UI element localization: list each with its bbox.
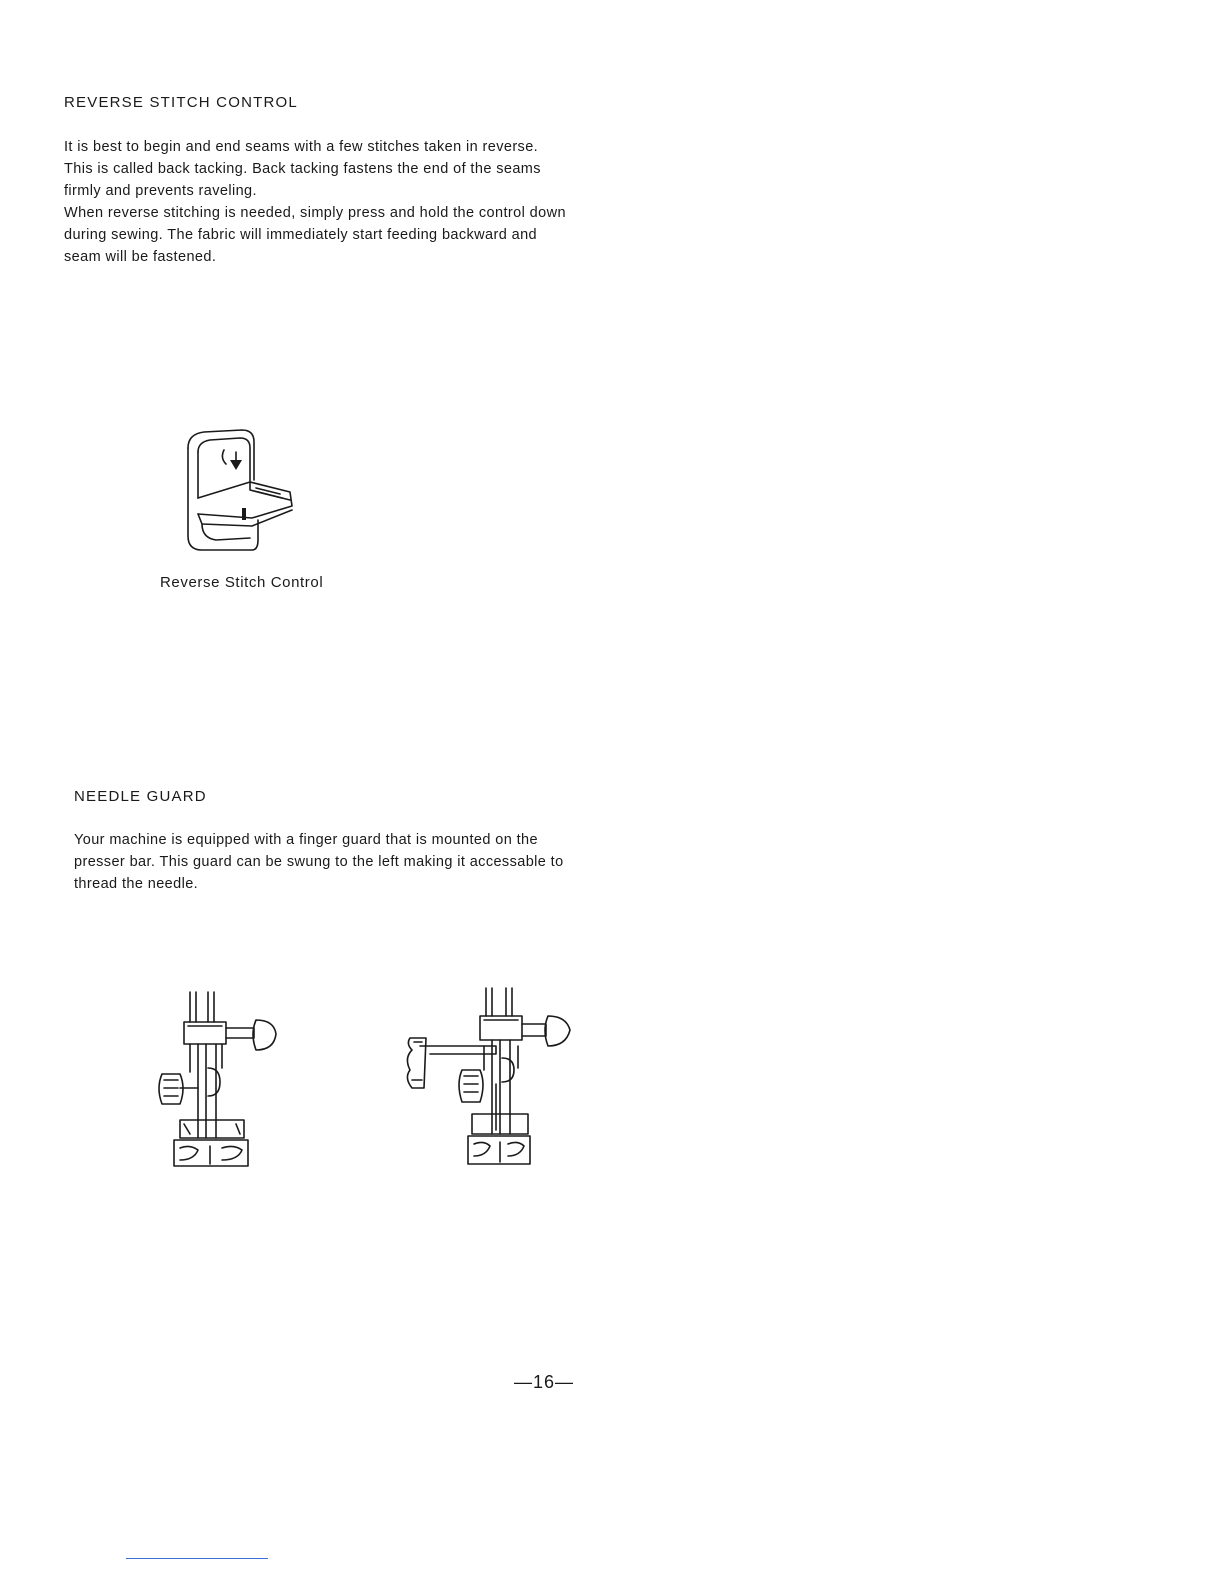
paragraph-line: during sewing. The fabric will immediately start feeding backward and xyxy=(64,227,538,243)
paragraph-line: seam will be fastened. xyxy=(64,249,217,265)
needle-guard-closed-illustration xyxy=(150,988,290,1172)
footer-rule xyxy=(126,1558,268,1559)
paragraph-line: Your machine is equipped with a finger guard that is mounted on the xyxy=(74,832,538,848)
paragraph-line: presser bar. This guard can be swung to the left making it accessable to xyxy=(74,854,564,870)
paragraph-line: This is called back tacking. Back tacking fastens the end of the seams xyxy=(64,161,541,177)
reverse-stitch-control-illustration xyxy=(180,428,310,558)
paragraph-line: It is best to begin and end seams with a few stitches taken in reverse. xyxy=(64,139,539,155)
paragraph-line: When reverse stitching is needed, simply press and hold the control down xyxy=(64,205,566,221)
page-number: —16— xyxy=(514,1372,575,1392)
reverse-stitch-caption: Reverse Stitch Control xyxy=(160,574,324,591)
reverse-stitch-paragraph xyxy=(64,136,624,268)
paragraph-line: firmly and prevents raveling. xyxy=(64,183,257,199)
needle-guard-paragraph xyxy=(74,829,634,895)
needle-guard-heading: NEEDLE GUARD xyxy=(74,788,207,805)
reverse-stitch-heading: REVERSE STITCH CONTROL xyxy=(64,94,298,111)
needle-guard-open-illustration xyxy=(396,984,578,1168)
paragraph-line: thread the needle. xyxy=(74,876,199,892)
